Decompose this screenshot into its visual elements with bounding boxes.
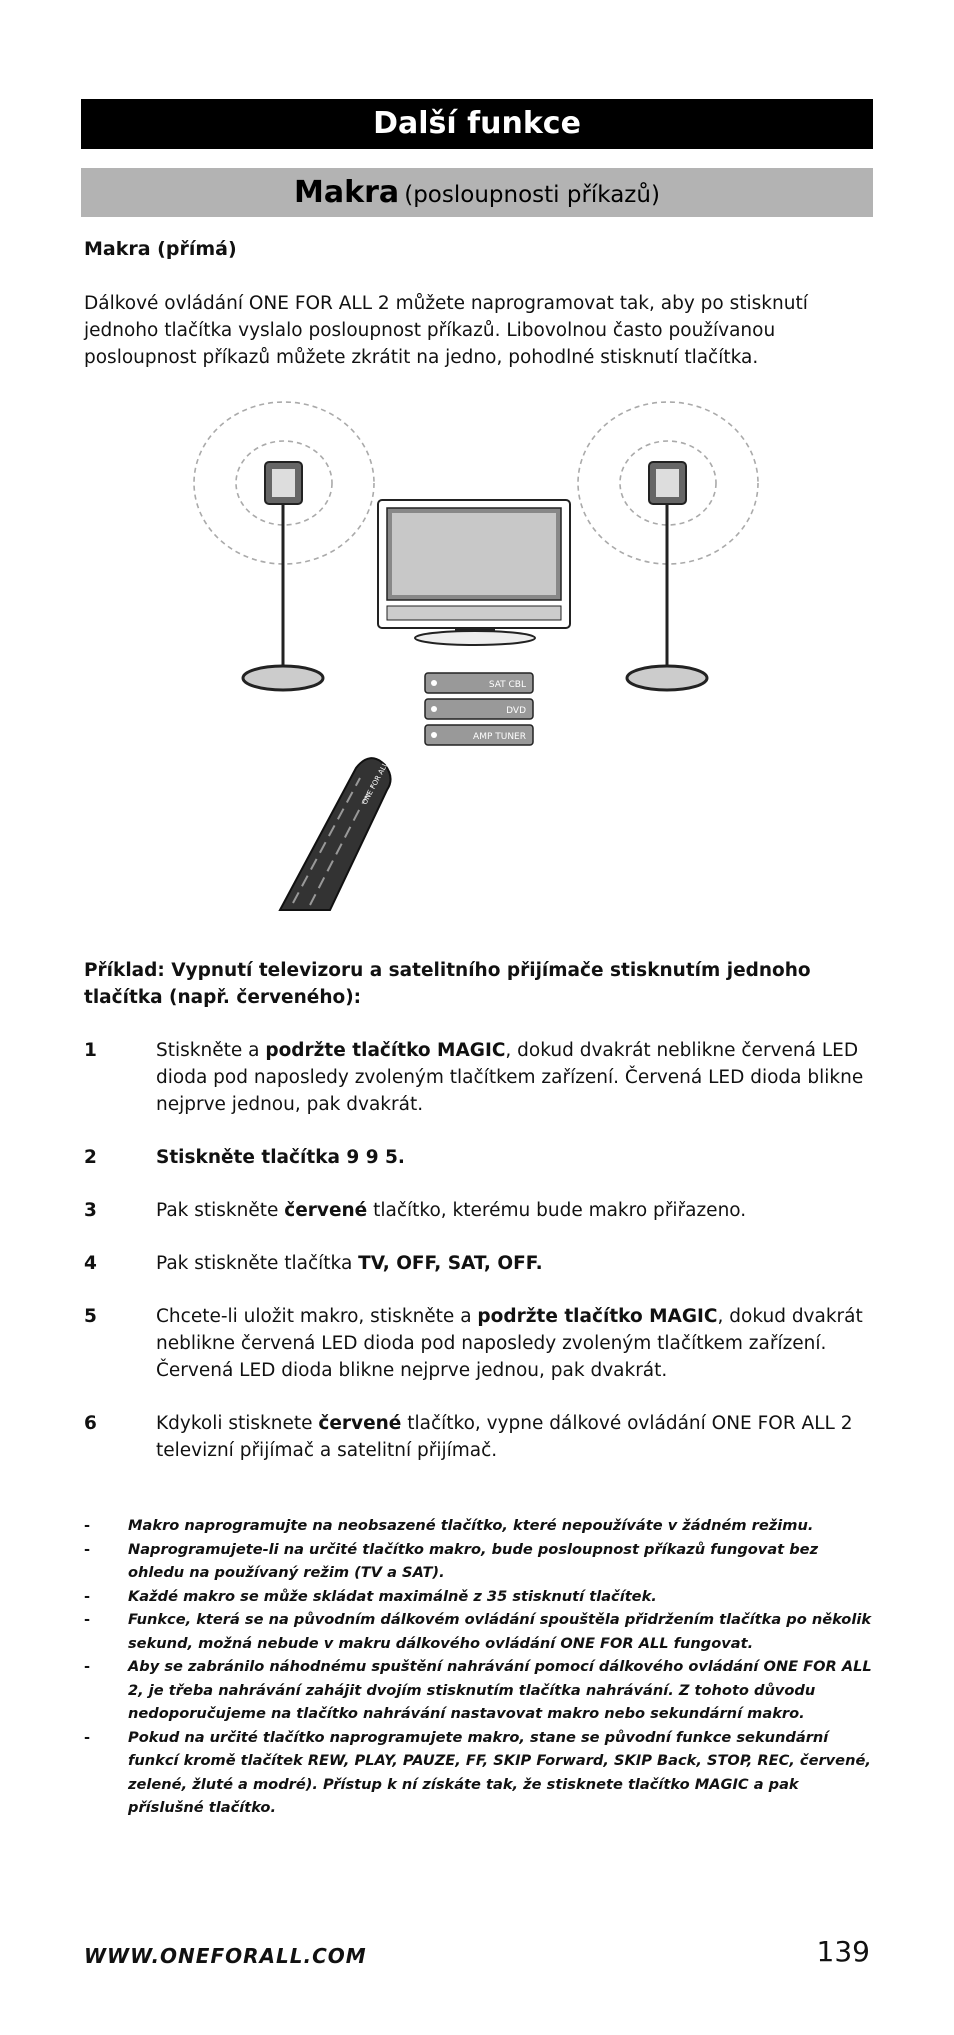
steps-list [84,1037,874,1490]
step-3 [84,1197,874,1224]
step-number: 6 [84,1413,97,1434]
section-title-sub: (posloupnosti příkazů) [404,182,660,208]
subsection-heading: Makra (přímá) [84,238,237,260]
note-bullet: - [84,1540,91,1558]
note-item [84,1726,874,1820]
step-6 [84,1410,874,1464]
step-text: Stiskněte tlačítka 9 9 5. [156,1147,405,1168]
right-speaker-illustration [578,402,758,690]
intro-paragraph: Dálkové ovládání ONE FOR ALL 2 můžete naprogramovat tak, aby po stisknutí jednoho tlačítka vyslalo posloupnost příkazů. Libovolnou často používanou posloupnost příkazů můžete zkrátit na jedno, pohodlné stisknutí tlačítka. [84,293,808,368]
note-text: Naprogramujete-li na určité tlačítko makro, bude posloupnost příkazů fungovat bez ohledu na používaný režim (TV a SAT). [128,1540,819,1581]
note-bullet: - [84,1587,91,1605]
note-text: Funkce, která se na původním dálkovém ovládání spouštěla přidržením tlačítka po několik sekund, možná nebude v makru dálkového ovládání ONE FOR ALL fungovat. [128,1611,872,1652]
note-item [84,1538,874,1585]
note-item [84,1514,874,1538]
step-4 [84,1250,874,1277]
section-title-bar [81,168,873,217]
remote-logo: ONE FOR ALL [360,761,390,806]
section-title-main: Makra [294,175,400,210]
footer-website-link[interactable]: WWW.ONEFORALL.COM [84,1944,367,1968]
remote-control-illustration [280,758,391,910]
device-stack-illustration [425,673,533,745]
page-title: Další funkce [373,106,581,141]
note-bullet: - [84,1611,91,1628]
example-heading: Příklad: Vypnutí televizoru a satelitního přijímače stisknutím jednoho tlačítka (např. červeného): [84,960,811,1008]
step-text: Pak stiskněte tlačítka TV, OFF, SAT, OFF. [156,1253,543,1274]
page-number: 139 [816,1935,870,1968]
home-theater-illustration [180,400,770,920]
note-text: Pokud na určité tlačítko naprogramujete makro, stane se původní funkce sekundární funkcí kromě tlačítek REW, PLAY, PAUZE, FF, SKIP Forward, SKIP Back, STOP, REC, červené, zelené, žluté a modré). Přístup k ní získáte tak, že stisknete tlačítko MAGIC a pak příslušné tlačítko. [128,1728,871,1816]
tv-illustration [378,500,570,645]
step-5 [84,1303,874,1384]
device-label-dvd: DVD [506,706,526,716]
step-number: 2 [84,1147,97,1168]
step-number: 1 [84,1040,97,1061]
step-number: 3 [84,1200,97,1221]
note-text: Každé makro se může skládat maximálně z 35 stisknutí tlačítek. [128,1587,657,1605]
step-text: Pak stiskněte červené tlačítko, kterému bude makro přiřazeno. [156,1200,747,1221]
left-speaker-illustration [194,402,374,690]
device-label-sat-cbl: SAT CBL [488,680,526,690]
note-item [84,1608,874,1655]
device-label-amp-tuner: AMP TUNER [473,732,526,742]
step-1 [84,1037,874,1118]
page-header-bar [81,99,873,149]
step-number: 5 [84,1306,97,1327]
notes-list [84,1514,874,1820]
step-2 [84,1144,874,1171]
step-number: 4 [84,1253,97,1274]
note-item [84,1585,874,1609]
note-bullet: - [84,1658,91,1675]
note-text: Makro naprogramujte na neobsazené tlačítko, které nepoužíváte v žádném režimu. [128,1517,814,1534]
step-text: Kdykoli stisknete červené tlačítko, vypne dálkové ovládání ONE FOR ALL 2 televizní přijímač a satelitní přijímač. [156,1413,853,1461]
note-text: Aby se zabránilo náhodnému spuštění nahrávání pomocí dálkového ovládání ONE FOR ALL 2, je třeba nahrávání zahájit dvojím stisknutím tlačítka nahrávání. Z tohoto důvodu nedoporučujeme na tlačítko nahrávání nastavovat makro nebo sekundární makro. [128,1658,872,1722]
note-bullet: - [84,1728,91,1746]
note-bullet: - [84,1517,91,1534]
step-text: Stiskněte a podržte tlačítko MAGIC, dokud dvakrát neblikne červená LED dioda pod naposledy zvoleným tlačítkem zařízení. Červená LED dioda blikne nejprve jednou, pak dvakrát. [156,1040,864,1115]
note-item [84,1655,874,1726]
step-text: Chcete-li uložit makro, stiskněte a podržte tlačítko MAGIC, dokud dvakrát neblikne červená LED dioda pod naposledy zvoleným tlačítkem zařízení. Červená LED dioda blikne nejprve jednou, pak dvakrát. [156,1306,863,1381]
